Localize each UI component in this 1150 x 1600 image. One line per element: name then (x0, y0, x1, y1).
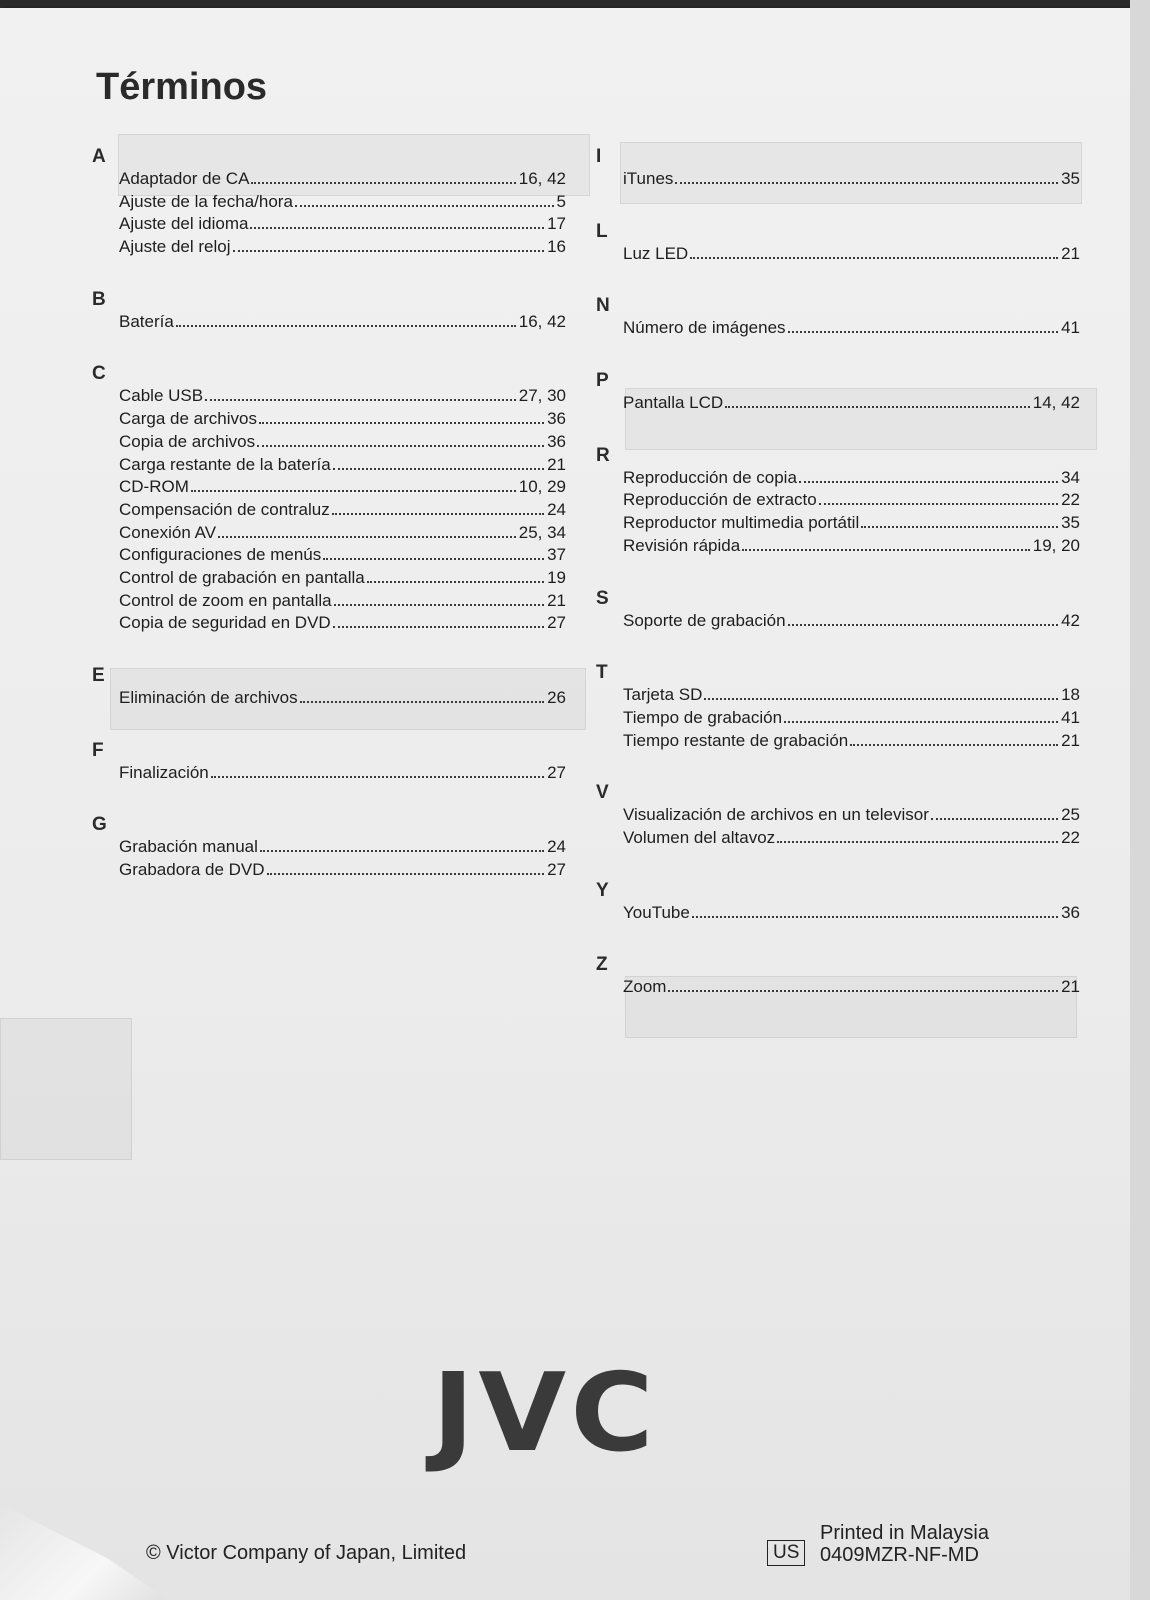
group-spacer (596, 415, 1080, 445)
index-page-ref: 42 (1061, 610, 1080, 630)
dot-leader (295, 205, 554, 207)
index-page-ref: 34 (1061, 467, 1080, 487)
index-letter: F (92, 739, 104, 761)
dot-leader (259, 422, 544, 424)
group-spacer (92, 710, 566, 740)
index-group-y (596, 880, 1080, 925)
dot-leader (333, 626, 544, 628)
dot-leader (788, 331, 1059, 333)
index-entry (623, 976, 1080, 999)
index-group-a (92, 146, 566, 259)
index-entry (119, 236, 566, 259)
index-term: Eliminación de archivos (119, 688, 298, 707)
index-term: Zoom (623, 977, 667, 997)
index-entries (92, 146, 566, 259)
index-term: Ajuste del idioma (119, 214, 249, 234)
index-entry (119, 431, 566, 454)
index-entries (92, 740, 566, 785)
index-entry (623, 392, 1080, 415)
index-page-ref: 21 (1061, 977, 1080, 997)
index-entry (623, 317, 1080, 340)
dot-leader (191, 490, 516, 492)
group-spacer (596, 191, 1080, 221)
group-spacer (596, 752, 1080, 782)
index-entry (119, 762, 566, 785)
index-entry (623, 684, 1080, 707)
index-letter: V (596, 782, 609, 804)
index-letter: N (596, 295, 610, 317)
index-column-left (92, 146, 566, 882)
index-page-ref: 24 (547, 499, 566, 519)
index-entry (623, 243, 1080, 266)
index-letter: S (596, 587, 609, 609)
index-page-ref: 5 (556, 191, 566, 211)
index-entry (119, 522, 566, 545)
region-code: US (767, 1540, 805, 1566)
dot-leader (251, 182, 515, 184)
dot-leader (819, 503, 1058, 505)
index-entries (596, 782, 1080, 849)
dot-leader (704, 698, 1058, 700)
index-page-ref: 21 (1061, 243, 1080, 263)
index-entries (92, 665, 566, 710)
dot-leader (784, 721, 1058, 723)
dot-leader (725, 406, 1030, 408)
index-page-ref: 41 (1061, 318, 1080, 338)
index-group-r (596, 445, 1080, 558)
index-entry (623, 902, 1080, 925)
index-page-ref: 19, 20 (1032, 535, 1080, 555)
index-letter: R (596, 444, 610, 466)
index-entry (623, 804, 1080, 827)
index-term: Tiempo restante de grabación (623, 730, 849, 750)
index-page-ref: 17 (547, 214, 566, 234)
index-term: Revisión rápida (623, 535, 741, 555)
dot-leader (218, 536, 516, 538)
group-spacer (92, 635, 566, 665)
dot-leader (799, 481, 1058, 483)
index-letter: L (596, 220, 608, 242)
group-spacer (596, 558, 1080, 588)
index-term: Carga restante de la batería (119, 454, 331, 474)
index-letter: Y (596, 879, 609, 901)
index-letter: C (92, 363, 106, 385)
index-page-ref: 22 (1061, 490, 1080, 510)
dot-leader (267, 873, 545, 875)
index-page-ref: 18 (1061, 685, 1080, 705)
dot-leader (300, 701, 544, 703)
index-entry (119, 612, 566, 635)
dot-leader (861, 526, 1058, 528)
dot-leader (692, 916, 1058, 918)
index-page-ref: 16, 42 (518, 169, 566, 188)
index-entry (623, 827, 1080, 850)
index-entries (596, 445, 1080, 558)
index-entry (119, 476, 566, 499)
index-term: Control de grabación en pantalla (119, 567, 365, 587)
index-group-b (92, 289, 566, 334)
document-code: 0409MZR-NF-MD (820, 1544, 979, 1566)
group-spacer (596, 632, 1080, 662)
index-entry (119, 567, 566, 590)
index-page-ref: 35 (1061, 513, 1080, 533)
index-term: Compensación de contraluz (119, 499, 330, 519)
index-term: Grabación manual (119, 837, 258, 857)
index-term: Reproducción de copia (623, 467, 797, 487)
index-page-ref: 25, 34 (518, 522, 566, 542)
index-entries (596, 588, 1080, 633)
index-term: Volumen del altavoz (623, 827, 776, 847)
index-group-i (596, 146, 1080, 191)
index-group-z (596, 954, 1080, 999)
index-entry (119, 385, 566, 408)
index-group-l (596, 221, 1080, 266)
index-entry (119, 311, 566, 334)
show-through-block (0, 1018, 132, 1160)
dot-leader (250, 227, 544, 229)
index-entries (596, 221, 1080, 266)
index-entry (119, 213, 566, 236)
index-letter: P (596, 370, 609, 392)
dot-leader (323, 558, 544, 560)
index-term: Grabadora de DVD (119, 860, 265, 880)
index-page-ref: 27 (547, 762, 566, 782)
group-spacer (92, 259, 566, 289)
index-term: Copia de seguridad en DVD (119, 613, 331, 633)
index-entry (119, 191, 566, 214)
index-letter: I (596, 146, 602, 167)
index-entry (623, 489, 1080, 512)
index-term: Ajuste de la fecha/hora (119, 191, 293, 211)
dot-leader (788, 624, 1059, 626)
index-term: Copia de archivos (119, 431, 256, 451)
dot-leader (931, 818, 1058, 820)
index-page-ref: 21 (547, 590, 566, 610)
index-entry (119, 499, 566, 522)
index-entries (596, 370, 1080, 415)
dot-leader (367, 581, 544, 583)
index-column-right (596, 146, 1080, 999)
index-term: Número de imágenes (623, 318, 786, 338)
index-group-n (596, 295, 1080, 340)
index-term: Adaptador de CA (119, 169, 250, 188)
index-page-ref: 36 (547, 409, 566, 429)
dot-leader (850, 744, 1058, 746)
index-page-ref: 27 (547, 860, 566, 880)
index-page-ref: 21 (547, 454, 566, 474)
index-page-ref: 26 (547, 688, 566, 707)
index-term: Tiempo de grabación (623, 707, 783, 727)
index-entry (623, 467, 1080, 490)
group-spacer (596, 265, 1080, 295)
index-page-ref: 10, 29 (518, 477, 566, 497)
index-term: Visualización de archivos en un televisor (623, 805, 929, 825)
index-entry (119, 590, 566, 613)
index-page-ref: 36 (1061, 902, 1080, 922)
index-page-ref: 27 (547, 613, 566, 633)
index-page-ref: 27, 30 (518, 386, 566, 406)
index-entry (623, 707, 1080, 730)
index-page-ref: 35 (1061, 169, 1080, 188)
index-letter: G (92, 814, 107, 836)
dot-leader (257, 445, 544, 447)
index-term: Conexión AV (119, 522, 217, 542)
page-title: Términos (96, 66, 268, 108)
index-term: Batería (119, 311, 174, 331)
index-entry (623, 168, 1080, 191)
printed-in: Printed in Malaysia (820, 1522, 989, 1544)
index-entries (596, 662, 1080, 752)
index-entry (623, 535, 1080, 558)
index-term: Pantalla LCD (623, 393, 724, 413)
index-entry (119, 454, 566, 477)
index-term: Control de zoom en pantalla (119, 590, 332, 610)
index-entries (92, 814, 566, 881)
index-letter: Z (596, 954, 608, 976)
index-page-ref: 25 (1061, 805, 1080, 825)
index-entry (119, 168, 566, 191)
index-term: Reproductor multimedia portátil (623, 513, 860, 533)
index-entry (623, 730, 1080, 753)
company-name: © Victor Company of Japan, Limited (146, 1542, 467, 1564)
dot-leader (675, 182, 1058, 184)
group-spacer (92, 784, 566, 814)
dot-leader (260, 850, 544, 852)
index-letter: A (92, 146, 106, 167)
group-spacer (596, 924, 1080, 954)
index-letter: T (596, 662, 608, 684)
index-page-ref: 22 (1061, 827, 1080, 847)
dot-leader (334, 604, 544, 606)
index-entry (119, 859, 566, 882)
page-curl (0, 1478, 180, 1600)
index-term: CD-ROM (119, 477, 189, 497)
group-spacer (92, 333, 566, 363)
index-group-p (596, 370, 1080, 415)
index-term: Configuraciones de menús (119, 545, 322, 565)
index-letter: E (92, 665, 105, 686)
index-entries (596, 295, 1080, 340)
index-entries (596, 880, 1080, 925)
index-letter: B (92, 288, 106, 310)
index-entry (623, 610, 1080, 633)
dot-leader (211, 776, 544, 778)
index-term: Cable USB (119, 386, 204, 406)
index-page-ref: 16, 42 (518, 311, 566, 331)
index-term: Ajuste del reloj (119, 237, 231, 257)
index-entries (596, 146, 1080, 191)
dot-leader (668, 990, 1058, 992)
index-entries (596, 954, 1080, 999)
index-group-e (92, 665, 566, 710)
dot-leader (690, 257, 1058, 259)
dot-leader (233, 250, 545, 252)
index-group-g (92, 814, 566, 881)
index-group-t (596, 662, 1080, 752)
dot-leader (332, 513, 544, 515)
index-term: Luz LED (623, 243, 689, 263)
index-group-f (92, 740, 566, 785)
index-page-ref: 37 (547, 545, 566, 565)
dot-leader (176, 325, 516, 327)
index-term: iTunes (623, 169, 674, 188)
dot-leader (777, 841, 1058, 843)
index-entry (119, 836, 566, 859)
index-page-ref: 41 (1061, 707, 1080, 727)
index-entry (119, 687, 566, 710)
document-page (0, 8, 1130, 1600)
index-group-s (596, 588, 1080, 633)
index-term: Carga de archivos (119, 409, 257, 429)
index-entry (119, 408, 566, 431)
index-entry (119, 544, 566, 567)
dot-leader (205, 399, 516, 401)
right-page-edge (1130, 0, 1150, 1600)
index-term: Tarjeta SD (623, 685, 703, 705)
index-entries (92, 363, 566, 635)
index-page-ref: 36 (547, 431, 566, 451)
index-term: YouTube (623, 902, 690, 922)
index-term: Finalización (119, 762, 209, 782)
index-group-v (596, 782, 1080, 849)
dot-leader (333, 468, 544, 470)
group-spacer (596, 340, 1080, 370)
group-spacer (596, 850, 1080, 880)
jvc-logo: JVC (432, 1351, 658, 1476)
index-group-c (92, 363, 566, 635)
index-page-ref: 14, 42 (1032, 393, 1080, 413)
index-entries (92, 289, 566, 334)
index-term: Soporte de grabación (623, 610, 786, 630)
index-page-ref: 21 (1061, 730, 1080, 750)
dot-leader (742, 549, 1030, 551)
index-entry (623, 512, 1080, 535)
index-page-ref: 16 (547, 237, 566, 257)
index-page-ref: 19 (547, 567, 566, 587)
index-term: Reproducción de extracto (623, 490, 817, 510)
index-page-ref: 24 (547, 837, 566, 857)
